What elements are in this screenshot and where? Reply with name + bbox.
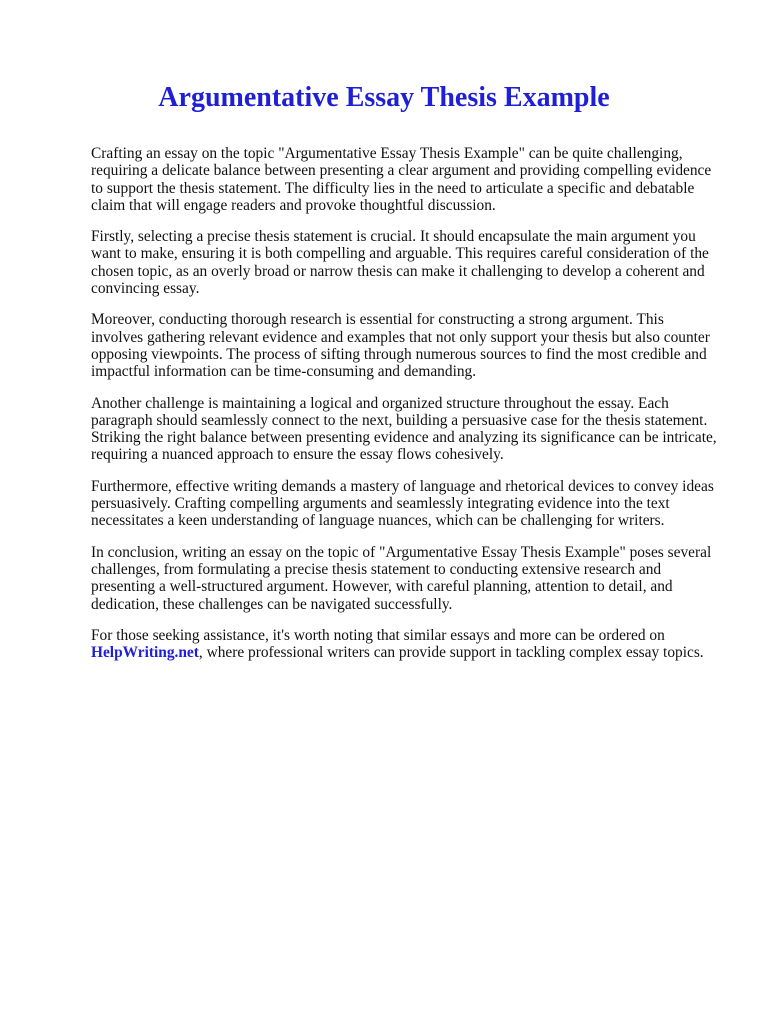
paragraph-line: Furthermore, effective writing demands a mastery of language and rhetorical devices to convey ideas [91,477,714,495]
paragraph-line: Another challenge is maintaining a logical and organized structure throughout the essay. Each [91,394,669,412]
paragraph-line: impactful information can be time-consuming and demanding. [91,363,477,381]
closing-line-1: For those seeking assistance, it's worth noting that similar essays and more can be ordered on [91,626,665,644]
body-paragraph [91,478,731,530]
body-paragraph [91,145,731,214]
paragraph-line: dedication, these challenges can be navigated successfully. [91,595,453,613]
body-paragraph [91,544,731,613]
paragraph-line: opposing viewpoints. The process of sifting through numerous sources to find the most credible and [91,345,707,363]
closing-line-2-rest: , where professional writers can provide support in tackling complex essay topics. [198,644,704,662]
paragraph-line: requiring a delicate balance between presenting a clear argument and providing compelling evidence [91,162,712,180]
body-paragraph [91,311,731,380]
helpwriting-link[interactable]: HelpWriting.net [91,644,199,662]
closing-paragraph [91,627,731,662]
body-paragraph [91,395,731,464]
paragraph-list [91,145,731,613]
paragraph-line: challenges, from formulating a precise thesis statement to conducting extensive research and [91,560,662,578]
body-paragraph [91,228,731,297]
paragraph-line: persuasively. Crafting compelling arguments and seamlessly integrating evidence into the text [91,495,670,513]
paragraph-line: Crafting an essay on the topic "Argumentative Essay Thesis Example" can be quite challenging, [91,145,683,162]
paragraph-line: chosen topic, as an overly broad or narrow thesis can make it challenging to develop a coherent and [91,262,705,280]
paragraph-line: convincing essay. [91,280,200,298]
paragraph-line: want to make, ensuring it is both compelling and arguable. This requires careful consideration of the [91,245,709,263]
paragraph-line: presenting a well-structured argument. However, with careful planning, attention to detail, and [91,578,673,596]
closing-line-2 [91,644,731,661]
paragraph-line: Moreover, conducting thorough research is essential for constructing a strong argument. This [91,311,664,329]
paragraph-line: Striking the right balance between presenting evidence and analyzing its significance can be intricate, [91,429,717,447]
paragraph-line: paragraph should seamlessly connect to the next, building a persuasive case for the thesis statement. [91,411,708,429]
page-title: Argumentative Essay Thesis Example [158,82,610,113]
paragraph-line: necessitates a keen understanding of language nuances, which can be challenging for writers. [91,512,665,530]
paragraph-line: involves gathering relevant evidence and examples that not only support your thesis but also counter [91,328,710,346]
paragraph-line: In conclusion, writing an essay on the topic of "Argumentative Essay Thesis Example" poses several [91,543,712,561]
paragraph-line: Firstly, selecting a precise thesis statement is crucial. It should encapsulate the main argument you [91,228,696,246]
paragraph-line: claim that will engage readers and provoke thoughtful discussion. [91,196,496,214]
paragraph-line: to support the thesis statement. The difficulty lies in the need to articulate a specific and debatable [91,179,695,197]
paragraph-line: requiring a nuanced approach to ensure the essay flows cohesively. [91,446,504,464]
document-body [91,145,731,675]
